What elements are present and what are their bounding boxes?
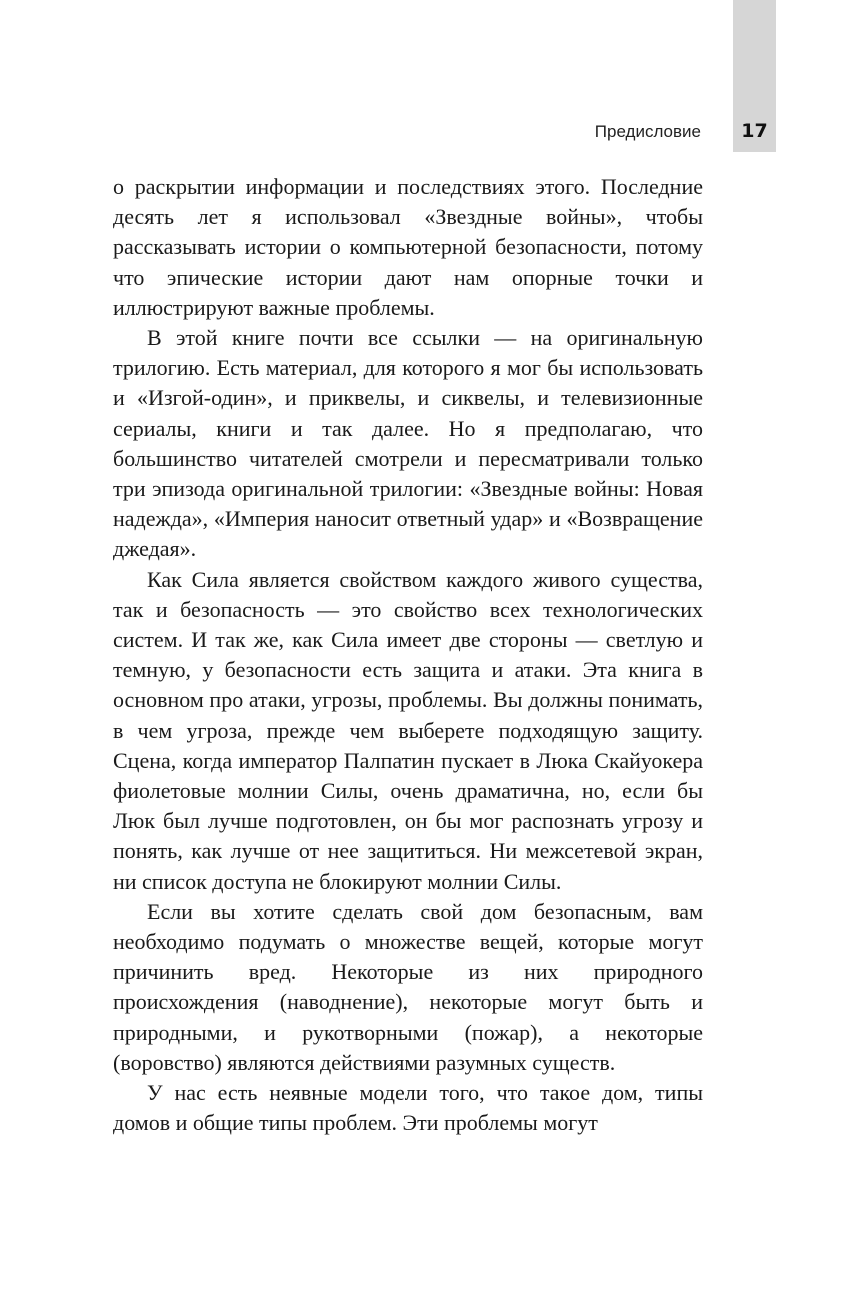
body-text — [113, 172, 703, 1139]
paragraph-4: Если вы хотите сделать свой дом безопасным, вам необходимо подумать о множестве вещей, которые могут причинить вред. Некоторые из них природного происхождения (наводнение), некоторые могут быть и природными, и рукотворными (пожар), а некоторые (воровство) являются действиями разумных существ. — [113, 898, 703, 1075]
paragraph-3: Как Сила является свойством каждого живого существа, так и безопасность — это свойство всех технологических систем. И так же, как Сила имеет две стороны — светлую и темную, у безопасности есть защита и атаки. Эта книга в основном про атаки, угрозы, проблемы. Вы должны понимать, в чем угроза, прежде чем выберете подходящую защиту. Сцена, когда император Палпатин пускает в Люка Скайуокера фиолетовые молнии Силы, очень драматична, но, если бы Люк был лучше подготовлен, он бы мог распознать угрозу и понять, как лучше от нее защититься. Ни межсетевой экран, ни список доступа не блокируют молнии Силы. — [113, 566, 703, 894]
running-head-title: Предисловие — [594, 122, 701, 141]
paragraph-1: о раскрытии информации и последствиях этого. Последние десять лет я использовал «Звездные войны», чтобы рассказывать истории о компьютерной безопасности, потому что эпические истории дают нам опорные точки и иллюстрируют важные проблемы. — [113, 174, 703, 320]
paragraph-2: В этой книге почти все ссылки — на оригинальную трилогию. Есть материал, для которого я мог бы использовать и «Изгой-один», и приквелы, и сиквелы, и телевизионные сериалы, книги и так далее. Но я предполагаю, что большинство читателей смотрели и пересматривали только три эпизода оригинальной трилогии: «Звездные войны: Новая надежда», «Империя наносит ответный удар» и «Возвращение джедая». — [113, 325, 703, 562]
page-number: 17 — [741, 120, 768, 142]
paragraph-5: У нас есть неявные модели того, что такое дом, типы домов и общие типы проблем. Эти проблемы могут — [113, 1080, 703, 1136]
